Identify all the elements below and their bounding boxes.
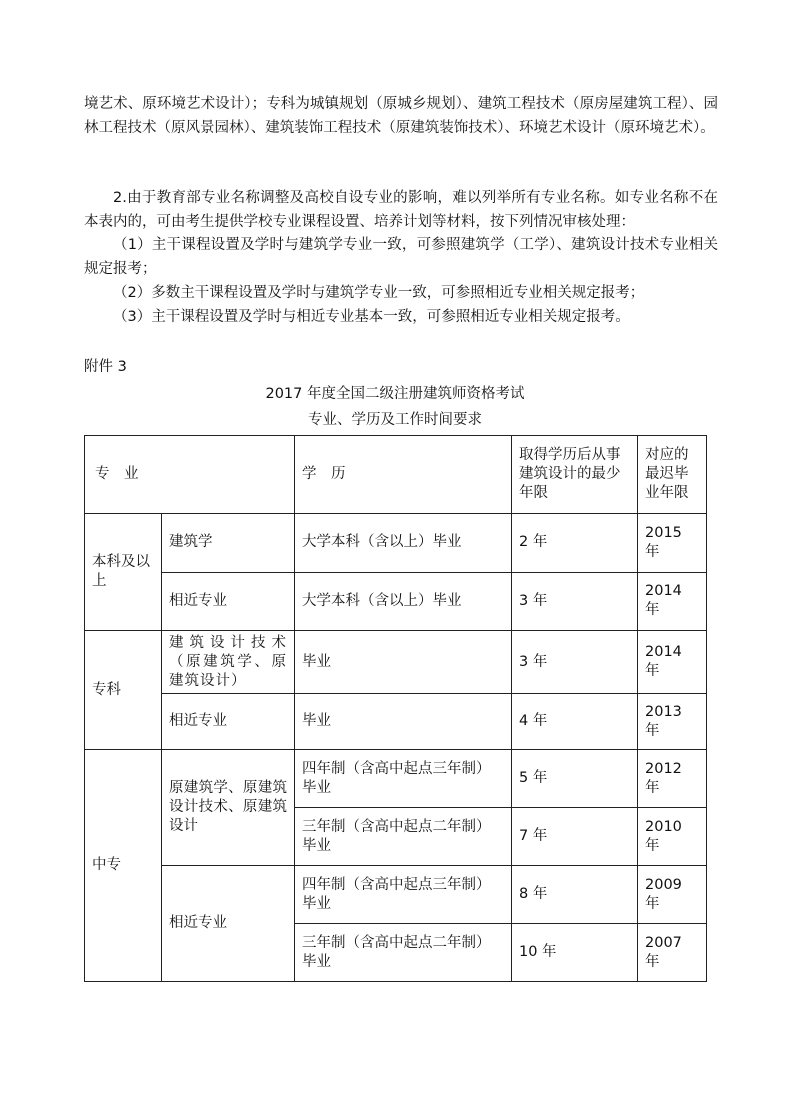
paragraph-rule-1: （1）主干课程设置及学时与建筑学专业一致，可参照建筑学（工学）、建筑设计技术专业相关规定报考； [84, 237, 718, 277]
latest-year: 2009 年 [638, 866, 707, 924]
latest-year: 2014 年 [638, 631, 707, 694]
min-years: 5 年 [512, 750, 638, 808]
paragraph-note-2: 2.由于教育部专业名称调整及高校自设专业的影响，难以列举所有专业名称。如专业名称不在本表内的，可由考生提供学校专业课程设置、培养计划等材料，按下列情况审核处理： [84, 190, 718, 230]
education-grad: 毕业 [295, 631, 512, 694]
education-grad: 毕业 [295, 694, 512, 750]
education-bachelor: 大学本科（含以上）毕业 [295, 572, 512, 631]
min-years: 8 年 [512, 866, 638, 924]
group-secondary: 中专 [85, 750, 162, 982]
major-design-tech: 建筑设计技术（原建筑学、原建筑设计） [162, 631, 295, 694]
header-major [85, 436, 295, 514]
education-three-year: 三年制（含高中起点二年制）毕业 [295, 924, 512, 982]
table-title: 2017 年度全国二级注册建筑师资格考试 [265, 386, 525, 402]
paragraph-rule-3: （3）主干课程设置及学时与相近专业基本一致，可参照相近专业相关规定报考。 [113, 309, 630, 325]
education-bachelor: 大学本科（含以上）毕业 [295, 514, 512, 573]
table-row [85, 750, 707, 808]
major-former-combo: 原建筑学、原建筑设计技术、原建筑设计 [162, 750, 295, 866]
latest-year: 2015 年 [638, 514, 707, 573]
paragraph-rule-2: （2）多数主干课程设置及学时与建筑学专业一致，可参照相近专业相关规定报考； [113, 285, 645, 301]
table-row [85, 866, 707, 924]
min-years: 7 年 [512, 808, 638, 866]
latest-year: 2010 年 [638, 808, 707, 866]
latest-year: 2013 年 [638, 694, 707, 750]
education-four-year: 四年制（含高中起点三年制）毕业 [295, 750, 512, 808]
header-education [295, 436, 512, 514]
table-row [85, 631, 707, 694]
table-row [85, 514, 707, 573]
min-years: 3 年 [512, 572, 638, 631]
major-related: 相近专业 [162, 866, 295, 982]
latest-year: 2007 年 [638, 924, 707, 982]
header-min-years: 取得学历后从事建筑设计的最少年限 [512, 436, 638, 514]
latest-year: 2014 年 [638, 572, 707, 631]
header-major-text: 专 业 [95, 466, 139, 482]
table-row [85, 572, 707, 631]
attachment-label: 附件 3 [84, 359, 127, 375]
education-four-year: 四年制（含高中起点三年制）毕业 [295, 866, 512, 924]
table-row [85, 694, 707, 750]
major-related: 相近专业 [162, 694, 295, 750]
group-junior-college: 专科 [85, 631, 162, 750]
paragraph-note-1: 境艺术、原环境艺术设计）；专科为城镇规划（原城乡规划）、建筑工程技术（原房屋建筑工程）、园林工程技术（原风景园林）、建筑装饰工程技术（原建筑装饰技术）、环境艺术设计（原环境艺术）。 [84, 96, 718, 136]
group-bachelor: 本科及以上 [85, 514, 162, 631]
table-subtitle: 专业、学历及工作时间要求 [308, 412, 482, 428]
table-header-row [85, 436, 707, 514]
header-education-text: 学 历 [302, 466, 346, 482]
requirements-table [84, 435, 707, 982]
min-years: 4 年 [512, 694, 638, 750]
header-latest-year: 对应的最迟毕业年限 [638, 436, 707, 514]
min-years: 10 年 [512, 924, 638, 982]
major-related: 相近专业 [162, 572, 295, 631]
min-years: 2 年 [512, 514, 638, 573]
major-architecture: 建筑学 [162, 514, 295, 573]
min-years: 3 年 [512, 631, 638, 694]
education-three-year: 三年制（含高中起点二年制）毕业 [295, 808, 512, 866]
latest-year: 2012 年 [638, 750, 707, 808]
